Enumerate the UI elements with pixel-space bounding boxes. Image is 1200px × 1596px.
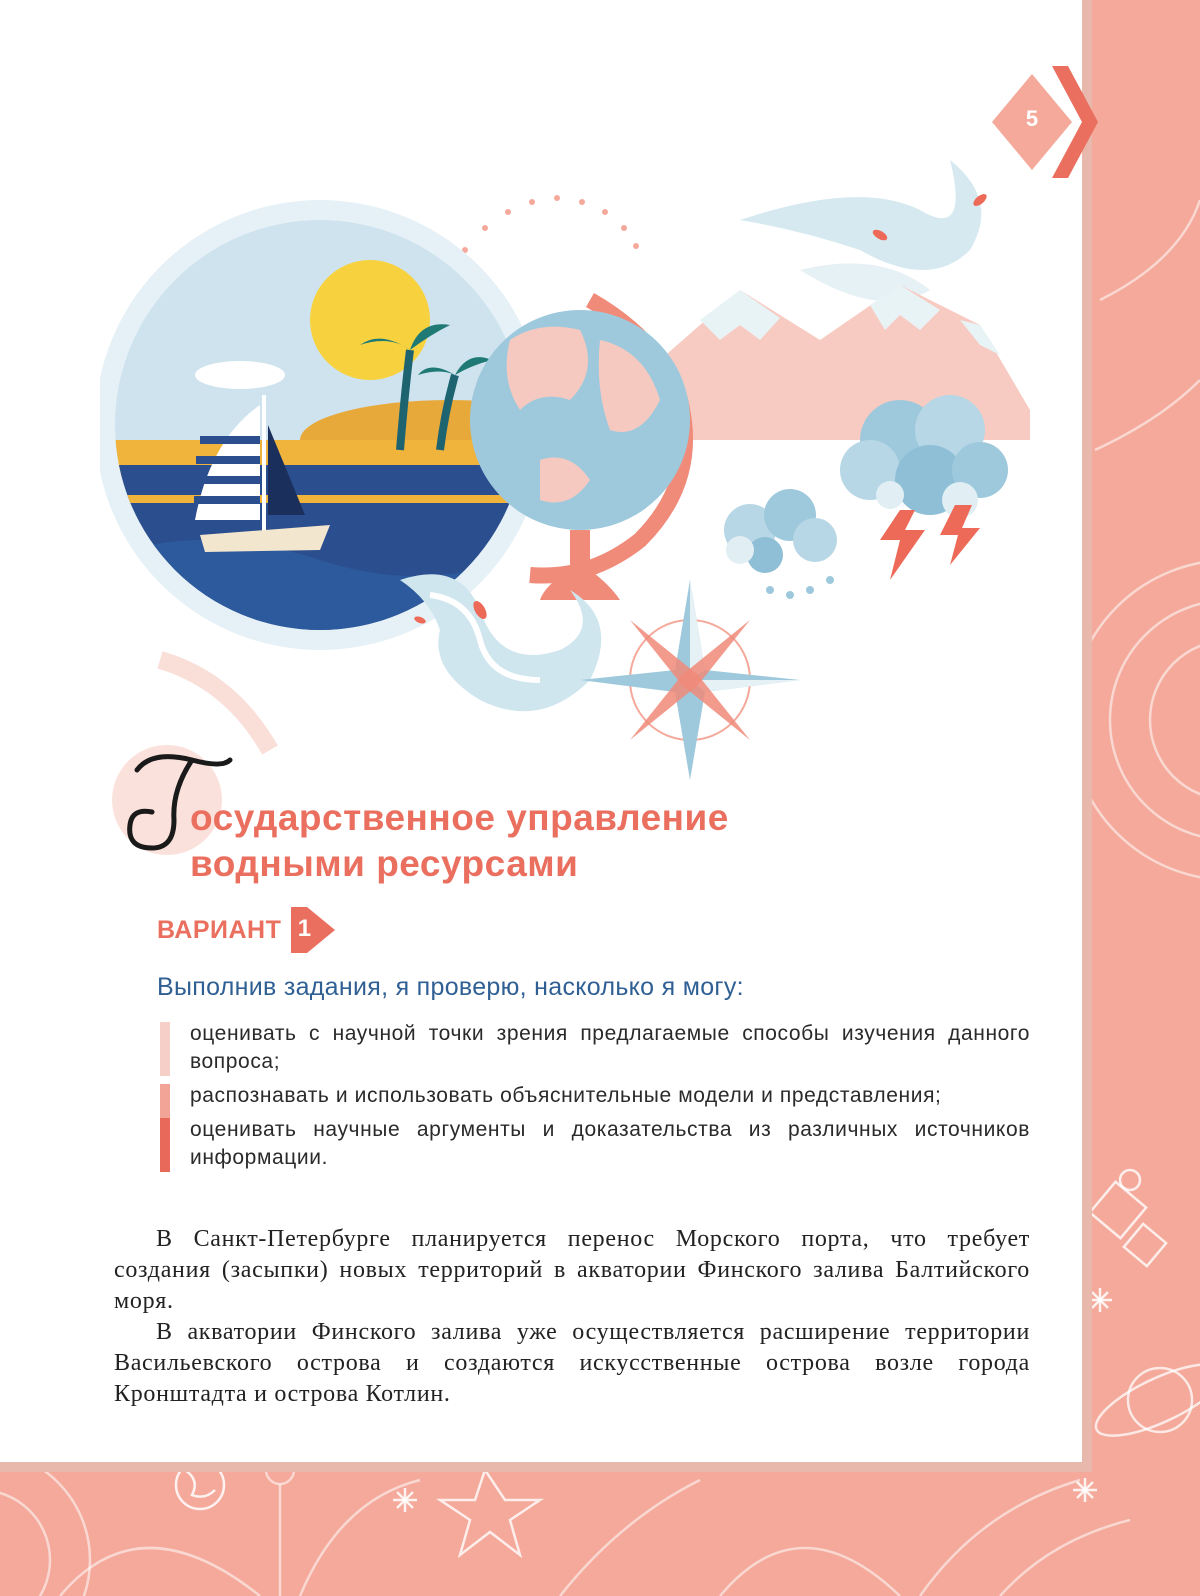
goal-text: распознавать и использовать объяснительные модели и представления; [190,1084,942,1107]
cloud-icon [195,361,285,389]
geography-illustration [100,140,1060,800]
goal-item [160,1116,1030,1172]
page-edge-bottom [0,1462,1092,1472]
body-text [114,1224,1030,1410]
satellite-icon [1090,1170,1166,1266]
goal-text: оценивать научные аргументы и доказательства из различных источников информации. [190,1118,1030,1169]
paragraph: В акватории Финского залива уже осуществляется расширение территории Васильевского острова и создаются искусственные острова возле города Кронштадта и острова Котлин. [114,1319,1030,1407]
page-edge-right [1082,0,1092,1472]
wave-icon [740,160,981,301]
page-number: 5 [1025,106,1039,131]
section-title [190,795,729,887]
goals-list [160,1020,1030,1178]
goal-text: оценивать с научной точки зрения предлагаемые способы изучения данного вопроса; [190,1022,1030,1073]
variant-badge [291,907,337,953]
goal-bar [160,1022,170,1076]
title-line-2: водными ресурсами [190,843,579,884]
cloud-icon [724,489,837,573]
goal-item [160,1020,1030,1076]
variant-number: 1 [297,915,312,942]
lightning-icon [880,505,980,580]
variant-label: ВАРИАНТ [157,915,282,944]
paragraph: В Санкт-Петербурге планируется перенос Морского порта, что требует создания (засыпки) новых территорий в акватории Финского залива Балтийского моря. [114,1226,1030,1314]
goals-lead: Выполнив задания, я проверю, насколько я могу: [157,973,744,1001]
goal-item [160,1082,1030,1110]
variant-heading [157,910,337,950]
goal-bar [160,1118,170,1172]
title-line-1: осударственное управление [190,797,729,838]
compass-rose-icon [580,580,800,780]
